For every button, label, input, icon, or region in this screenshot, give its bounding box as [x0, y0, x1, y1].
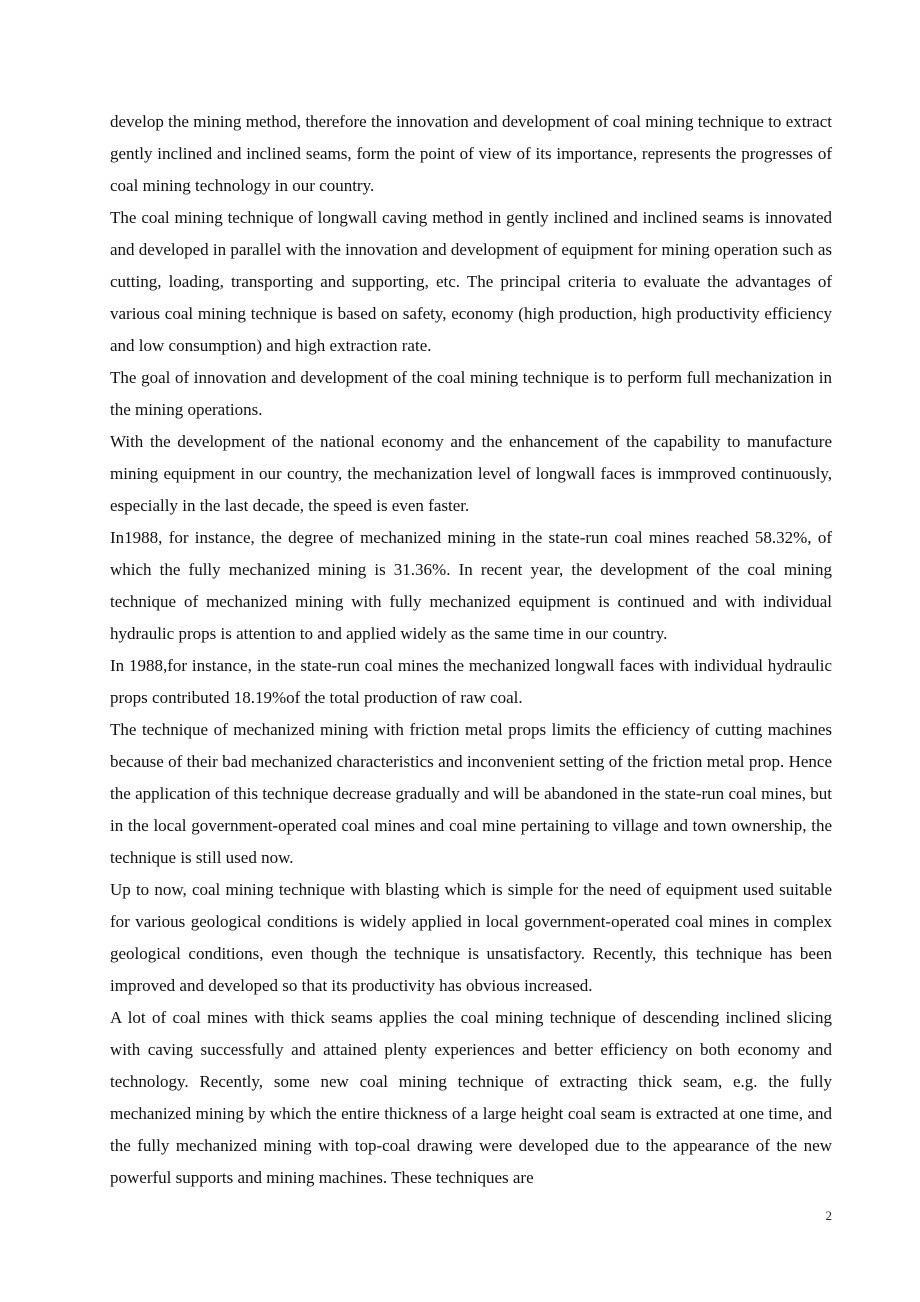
paragraph-3: The goal of innovation and development of the coal mining technique is to perform full mechanization in the mining operations.: [110, 368, 832, 419]
paragraph-9: A lot of coal mines with thick seams applies the coal mining technique of descending inclined slicing with caving successfully and attained plenty experiences and better efficiency on both economy and technology. Recently, some new coal mining technique of extracting thick seam, e.g. the fully mechanized mining by which the entire thickness of a large height coal seam is extracted at one time, and the fully mechanized mining with top-coal drawing were developed due to the appearance of the new powerful supports and mining machines. These techniques are: [110, 1008, 832, 1187]
page-number: 2: [825, 1208, 832, 1223]
paragraph-8: Up to now, coal mining technique with blasting which is simple for the need of equipment used suitable for various geological conditions is widely applied in local government-operated coal mines in complex geological conditions, even though the technique is unsatisfactory. Recently, this technique has been improved and developed so that its productivity has obvious increased.: [110, 880, 832, 995]
paragraph-7: The technique of mechanized mining with friction metal props limits the efficiency of cutting machines because of their bad mechanized characteristics and inconvenient setting of the friction metal prop. Hence the application of this technique decrease gradually and will be abandoned in the state-run coal mines, but in the local government-operated coal mines and coal mine pertaining to village and town ownership, the technique is still used now.: [110, 720, 832, 867]
paragraph-5: In1988, for instance, the degree of mechanized mining in the state-run coal mines reached 58.32%, of which the fully mechanized mining is 31.36%. In recent year, the development of the coal mining technique of mechanized mining with fully mechanized equipment is continued and with individual hydraulic props is attention to and applied widely as the same time in our country.: [110, 528, 832, 643]
paragraph-1: develop the mining method, therefore the innovation and development of coal mining technique to extract gently inclined and inclined seams, form the point of view of its importance, represents the progresses of coal mining technology in our country.: [110, 112, 832, 195]
paragraph-2: The coal mining technique of longwall caving method in gently inclined and inclined seams is innovated and developed in parallel with the innovation and development of equipment for mining operation such as cutting, loading, transporting and supporting, etc. The principal criteria to evaluate the advantages of various coal mining technique is based on safety, economy (high production, high productivity efficiency and low consumption) and high extraction rate.: [110, 208, 832, 355]
body-text: [110, 106, 832, 1194]
paragraph-6: In 1988,for instance, in the state-run coal mines the mechanized longwall faces with individual hydraulic props contributed 18.19%of the total production of raw coal.: [110, 656, 832, 707]
paragraph-4: With the development of the national economy and the enhancement of the capability to manufacture mining equipment in our country, the mechanization level of longwall faces is immproved continuously, especially in the last decade, the speed is even faster.: [110, 432, 832, 515]
